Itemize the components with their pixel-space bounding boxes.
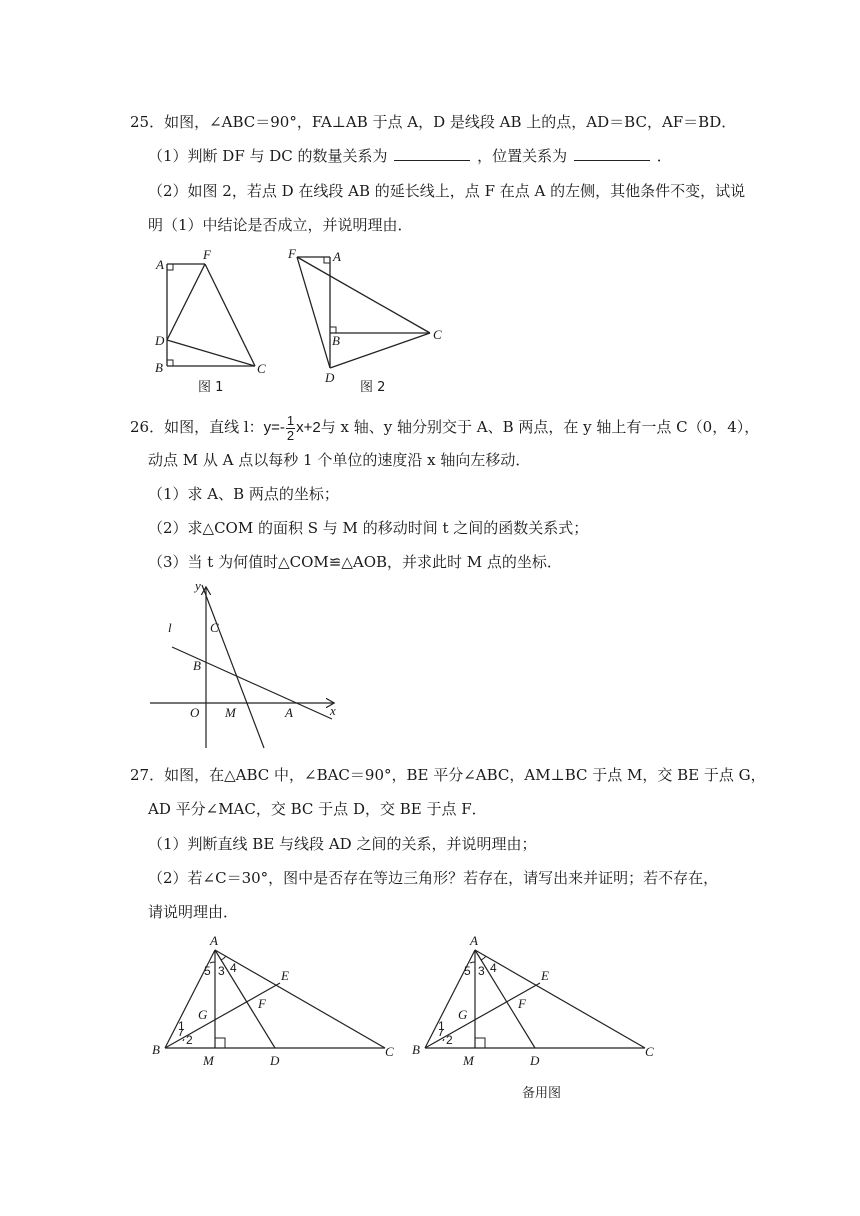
q27-backup-svg <box>410 930 670 1105</box>
q25-figures <box>150 245 470 399</box>
q26-text-a: 26．如图，直线 l： <box>130 418 264 436</box>
q26-eq-lhs: y=- <box>263 419 285 436</box>
q26-line3: （1）求 A、B 两点的坐标； <box>148 485 339 503</box>
label-a: A <box>285 705 293 720</box>
label-l: l <box>168 620 172 635</box>
q27b-label-e: E <box>541 968 549 983</box>
q27-label-c: C <box>385 1044 394 1059</box>
q27-line3: （1）判断直线 BE 与线段 AD 之间的关系，并说明理由； <box>148 835 537 853</box>
fig1-label-a: A <box>156 257 164 272</box>
backup-figure-caption: 备用图 <box>522 1086 562 1101</box>
q27-label-f: F <box>258 996 266 1011</box>
q27b-label-d: D <box>530 1053 540 1068</box>
fig1-label-d: D <box>155 333 165 348</box>
q27-line1: 27．如图，在△ABC 中，∠BAC＝90°，BE 平分∠ABC，AM⊥BC 于点 M，交 BE 于点 G， <box>130 766 766 784</box>
label-x: x <box>330 703 336 718</box>
q27-angle-2: 2 <box>186 1033 193 1047</box>
q27-angle-4: 4 <box>230 961 237 975</box>
q27-label-b: B <box>152 1042 160 1057</box>
fig1-label-c: C <box>257 361 266 376</box>
q26-text-b: 与 x 轴、y 轴分别交于 A、B 两点，在 y 轴上有一点 C（0，4）， <box>320 418 760 436</box>
figure-2 <box>287 246 442 395</box>
q27b-angle-4: 4 <box>490 961 497 975</box>
q27b-angle-2: 2 <box>446 1033 453 1047</box>
q26-coordinate-svg <box>150 580 350 752</box>
q26-line4: （2）求△COM 的面积 S 与 M 的移动时间 t 之间的函数关系式； <box>148 519 589 537</box>
q26-eq-numerator: 1 <box>286 412 295 428</box>
label-y: y <box>195 578 201 593</box>
q27-label-g: G <box>198 1007 208 1022</box>
q27b-label-b: B <box>412 1042 420 1057</box>
q26-line5: （3）当 t 为何值时△COM≌△AOB，并求此时 M 点的坐标． <box>148 553 562 571</box>
fig2-label-d: D <box>325 370 335 385</box>
q26-eq-rhs: x+2 <box>296 419 321 436</box>
q26-eq-fraction <box>286 414 295 443</box>
q27-figure-main <box>150 930 410 1079</box>
fig2-label-f: F <box>288 246 296 261</box>
q27b-angle-1: 1 <box>438 1019 445 1033</box>
q27-angle-5: 5 <box>204 964 211 978</box>
q27-main-svg <box>150 930 410 1075</box>
q27-label-a: A <box>210 933 218 948</box>
q25-part1-text-c: ． <box>656 147 672 165</box>
line-cm <box>202 585 264 748</box>
q27b-angle-3: 3 <box>478 964 485 978</box>
fig1-label-f: F <box>203 247 211 262</box>
q25-part1-text: （1）判断 DF 与 DC 的数量关系为 <box>148 147 388 165</box>
q27b-label-g: G <box>458 1007 468 1022</box>
q25-figure-svg <box>150 245 470 395</box>
q27b-label-m: M <box>463 1053 474 1068</box>
q27-line4: （2）若∠C＝30°，图中是否存在等边三角形？若存在，请写出来并证明；若不存在， <box>148 869 719 887</box>
q27-angle-1: 1 <box>178 1019 185 1033</box>
label-b: B <box>193 658 201 673</box>
q27-angle-3: 3 <box>218 964 225 978</box>
fig2-label-b: B <box>332 333 340 348</box>
q27b-angle-5: 5 <box>464 964 471 978</box>
q26-eq-denominator: 2 <box>286 427 295 443</box>
q27b-label-a: A <box>470 933 478 948</box>
answer-blank-quantity <box>394 146 470 161</box>
q27-label-e: E <box>281 968 289 983</box>
fig2-label-a: A <box>333 249 341 264</box>
answer-blank-position <box>574 146 650 161</box>
q26-figure <box>150 580 350 756</box>
figure-1 <box>154 247 266 395</box>
q26-line1 <box>130 413 759 441</box>
fig1-label-b: B <box>155 360 163 375</box>
q27-label-m: M <box>203 1053 214 1068</box>
q27-line5: 请说明理由． <box>148 903 239 921</box>
q26-line2: 动点 M 从 A 点以每秒 1 个单位的速度沿 x 轴向左移动． <box>148 451 531 469</box>
q25-line3: （2）如图 2，若点 D 在线段 AB 的延长线上，点 F 在点 A 的左侧，其他条件不变，试说 <box>148 182 746 200</box>
fig2-caption: 图 2 <box>360 380 386 395</box>
fig1-caption: 图 1 <box>198 380 224 395</box>
label-o: O <box>190 705 200 720</box>
q25-part1-text-b: ，位置关系为 <box>477 147 568 165</box>
q25-line1: 25．如图，∠ABC＝90°，FA⊥AB 于点 A，D 是线段 AB 上的点，AD＝BC，AF＝BD． <box>130 113 737 131</box>
q27b-label-f: F <box>518 996 526 1011</box>
q27-line2: AD 平分∠MAC，交 BC 于点 D，交 BE 于点 F． <box>148 800 487 818</box>
q27b-label-c: C <box>645 1044 654 1059</box>
q25-line4: 明（1）中结论是否成立，并说明理由． <box>148 216 413 234</box>
label-m: M <box>225 705 236 720</box>
fig2-label-c: C <box>433 327 442 342</box>
label-c: C <box>210 620 219 635</box>
q27-label-d: D <box>270 1053 280 1068</box>
q27-figure-backup <box>410 930 670 1109</box>
q25-line2 <box>148 146 672 166</box>
